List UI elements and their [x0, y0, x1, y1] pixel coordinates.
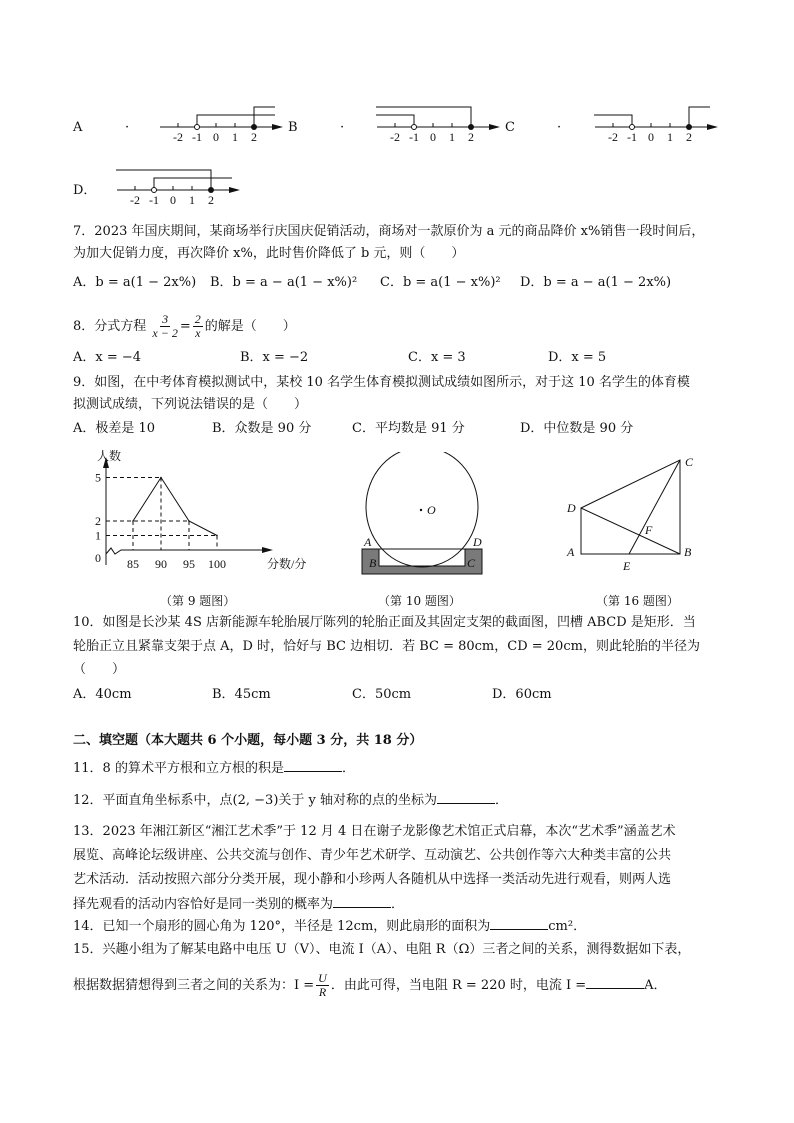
q8-eq: = — [179, 319, 191, 334]
closed-ray — [689, 107, 710, 127]
q10-option-a[interactable]: A．40cm — [73, 687, 132, 702]
q15-end: A． — [644, 978, 667, 993]
label-b: B — [684, 545, 692, 559]
q13-line2: 展览、高峰论坛级讲座、公共交流与创作、青少年艺术研学、互动演艺、公共创作等六大种类丰富的公共 — [73, 848, 672, 863]
figure-16-geometry — [560, 452, 700, 577]
q15-fraction — [316, 972, 329, 999]
option-separator: · — [557, 120, 562, 135]
q15-line2 — [73, 972, 667, 999]
label-a: A — [567, 545, 575, 559]
tick-label: -1 — [149, 193, 159, 207]
q9-option-c[interactable]: C．平均数是 91 分 — [352, 421, 465, 436]
x-tick-label: 85 — [127, 557, 139, 571]
q6-option-b[interactable]: B — [288, 120, 298, 135]
axis-arrow — [707, 124, 718, 130]
label-b: B — [369, 556, 377, 570]
axis-arrow — [272, 124, 283, 130]
quadrilateral — [581, 460, 680, 554]
tick-label: 0 — [430, 130, 436, 144]
q8-prefix: 8．分式方程 — [73, 319, 147, 334]
q15-answer-blank[interactable] — [586, 976, 644, 989]
q15-frac-num: U — [318, 971, 327, 985]
number-line-c — [590, 99, 720, 149]
q8-rhs-fraction — [193, 313, 203, 340]
q11-text: 11．8 的算术平方根和立方根的积是 — [73, 761, 284, 776]
q13-line4 — [73, 895, 404, 914]
q10-option-b[interactable]: B．45cm — [212, 687, 271, 702]
label-o: O — [427, 503, 436, 517]
number-line-d — [112, 162, 242, 212]
open-point — [152, 188, 157, 193]
tick-label: -1 — [627, 130, 637, 144]
q7-line1: 7．2023 年国庆期间，某商场举行庆国庆促销活动，商场对一款原价为 a 元的商品降价 x%销售一段时间后， — [73, 224, 705, 239]
q10-line1: 10．如图是长沙某 4S 店新能源车轮胎展厅陈列的轮胎正面及其固定支架的截面图，凹槽 ABCD 是矩形．当 — [73, 615, 696, 630]
q12-text: 12．平面直角坐标系中，点(2, −3)关于 y 轴对称的点的坐标为 — [73, 793, 437, 808]
figure-16-caption: （第 16 题图） — [596, 594, 679, 608]
q11-answer-blank[interactable] — [284, 759, 342, 772]
q8-stem — [73, 313, 296, 340]
axis-arrow — [229, 187, 240, 193]
option-separator: · — [340, 120, 345, 135]
q9-line1: 9．如图，在中考体育模拟测试中，某校 10 名学生体育模拟测试成绩如图所示，对于这 10 名学生的体育模 — [73, 375, 690, 390]
open-point — [195, 125, 200, 130]
q12-answer-blank[interactable] — [437, 791, 495, 804]
q8-lhs-num: 3 — [162, 312, 169, 326]
x-tick-label: 95 — [183, 557, 195, 571]
q15-prefix: 根据数据猜想得到三者之间的关系为：I = — [73, 978, 315, 993]
number-line-a — [155, 99, 285, 149]
q15-frac-den: R — [318, 985, 327, 999]
y-axis-label: 人数 — [97, 450, 122, 463]
label-f: F — [645, 523, 653, 537]
q13-line3: 艺术活动．活动按照六部分分类开展，现小静和小珍两人各随机从中选择一类活动先进行观看，则两人选 — [73, 872, 672, 887]
tick-label: 2 — [251, 130, 257, 144]
tick-label: 1 — [667, 130, 673, 144]
q7-line2: 为加大促销力度，再次降价 x%，此时售价降低了 b 元，则（ ） — [73, 246, 465, 261]
q9-line2: 拟测试成绩，下列说法错误的是（ ） — [73, 397, 308, 412]
q14-text: 14．已知一个扇形的圆心角为 120°，半径是 12cm，则此扇形的面积为 — [73, 919, 491, 934]
q13-line1: 13．2023 年湘江新区“湘江艺术季”于 12 月 4 日在谢子龙影像艺术馆正式启幕，本次“艺术季”涵盖艺术 — [73, 824, 676, 839]
tick-label: -2 — [390, 130, 400, 144]
q7-option-c[interactable]: C．b = a(1 − x%)² — [380, 275, 501, 290]
axis-arrow — [489, 124, 500, 130]
tick-label: 0 — [648, 130, 654, 144]
tick-label: 0 — [170, 193, 176, 207]
q7-option-b[interactable]: B．b = a − a(1 − x%)² — [210, 275, 358, 290]
q12-end: ． — [495, 793, 509, 808]
tick-label: -1 — [192, 130, 202, 144]
q13-text: 择先观看的活动内容恰好是同一类别的概率为 — [73, 897, 334, 912]
closed-ray — [116, 170, 211, 190]
q8-option-a[interactable]: A．x = −4 — [73, 350, 142, 365]
open-point — [412, 125, 417, 130]
figure-9-caption: （第 9 题图） — [160, 594, 236, 608]
chart-marks — [95, 471, 226, 572]
closed-point — [208, 187, 214, 193]
closed-point — [686, 124, 692, 130]
q14 — [73, 917, 586, 936]
segment-ec — [629, 460, 680, 554]
figure-9-line-chart — [95, 450, 325, 575]
x-axis — [106, 548, 267, 554]
center-o-point — [420, 509, 422, 511]
q7-option-a[interactable]: A．b = a(1 − 2x%) — [73, 275, 197, 290]
q15-mid: ．由此可得，当电阻 R = 220 时，电流 I = — [330, 978, 587, 993]
closed-ray — [254, 107, 275, 127]
tick-label: 1 — [232, 130, 238, 144]
x-tick-label: 100 — [208, 557, 226, 571]
tick-label: -2 — [173, 130, 183, 144]
label-d: D — [567, 501, 576, 515]
q10-option-c[interactable]: C．50cm — [352, 687, 412, 702]
q13-answer-blank[interactable] — [333, 895, 391, 908]
q15-line1: 15．兴趣小组为了解某电路中电压 U（V）、电流 I（A）、电阻 R（Ω）三者之间的关系，测得数据如下表， — [73, 942, 691, 957]
q8-option-b[interactable]: B．x = −2 — [240, 350, 309, 365]
q6-option-d[interactable]: D． — [73, 183, 97, 198]
x-axis-label: 分数/分 — [267, 557, 307, 571]
q14-answer-blank[interactable] — [490, 917, 548, 930]
tick-label: 2 — [468, 130, 474, 144]
q10-line3: （ ） — [73, 662, 126, 677]
tick-label: 0 — [213, 130, 219, 144]
q6-option-c[interactable]: C — [505, 120, 515, 135]
label-c: C — [685, 455, 694, 469]
label-c: C — [467, 556, 476, 570]
tick-label: 1 — [189, 193, 195, 207]
q12 — [73, 791, 508, 810]
q6-option-a[interactable]: A — [73, 120, 83, 135]
q9-option-b[interactable]: B．众数是 90 分 — [212, 421, 312, 436]
x-axis-arrow — [262, 547, 273, 553]
q8-lhs-fraction — [152, 313, 177, 340]
series-line — [133, 478, 217, 536]
label-e: E — [623, 559, 631, 573]
q10-line2: 轮胎正立且紧靠支架于点 A，D 时，恰好与 BC 边相切．若 BC = 80cm，CD = 20cm，则此轮胎的半径为 — [73, 639, 700, 654]
number-line-b — [372, 99, 502, 149]
q8-rhs-num: 2 — [194, 312, 201, 326]
open-ray — [154, 178, 232, 190]
q8-option-c[interactable]: C．x = 3 — [408, 350, 466, 365]
open-point — [630, 125, 635, 130]
q8-lhs-den: x − 2 — [152, 326, 178, 340]
q13-end: ． — [391, 897, 405, 912]
q8-suffix: 的解是（ ） — [204, 319, 296, 334]
segment-db — [581, 508, 680, 554]
label-d: D — [473, 535, 482, 549]
y-tick-label: 5 — [95, 470, 101, 485]
tick-label: -1 — [409, 130, 419, 144]
q7-option-d[interactable]: D．b = a − a(1 − 2x%) — [520, 275, 672, 290]
label-a: A — [364, 535, 372, 549]
closed-ray — [376, 107, 471, 127]
q8-rhs-den: x — [195, 326, 201, 340]
option-separator: · — [125, 120, 130, 135]
q8-option-d[interactable]: D．x = 5 — [548, 350, 607, 365]
tick-label: 2 — [208, 193, 214, 207]
q10-option-d[interactable]: D．60cm — [492, 687, 552, 702]
y-tick-label: 1 — [95, 528, 101, 543]
figure-10-tire-diagram — [355, 452, 495, 577]
origin-label: 0 — [95, 551, 101, 565]
q11-end: ． — [341, 761, 355, 776]
q14-end: cm²． — [548, 919, 587, 934]
closed-point — [468, 124, 474, 130]
figure-10-caption: （第 10 题图） — [378, 594, 461, 608]
q9-option-d[interactable]: D．中位数是 90 分 — [520, 421, 634, 436]
tick-label: 1 — [449, 130, 455, 144]
section-2-heading: 二、填空题（本大题共 6 个小题，每小题 3 分，共 18 分） — [73, 733, 423, 748]
open-ray — [197, 115, 275, 127]
closed-point — [251, 124, 257, 130]
x-tick-label: 90 — [155, 557, 167, 571]
y-tick-label: 2 — [95, 514, 101, 528]
tick-label: 2 — [686, 130, 692, 144]
q9-option-a[interactable]: A．极差是 10 — [73, 421, 156, 436]
tick-label: -2 — [130, 193, 140, 207]
q11 — [73, 759, 355, 778]
tick-label: -2 — [608, 130, 618, 144]
